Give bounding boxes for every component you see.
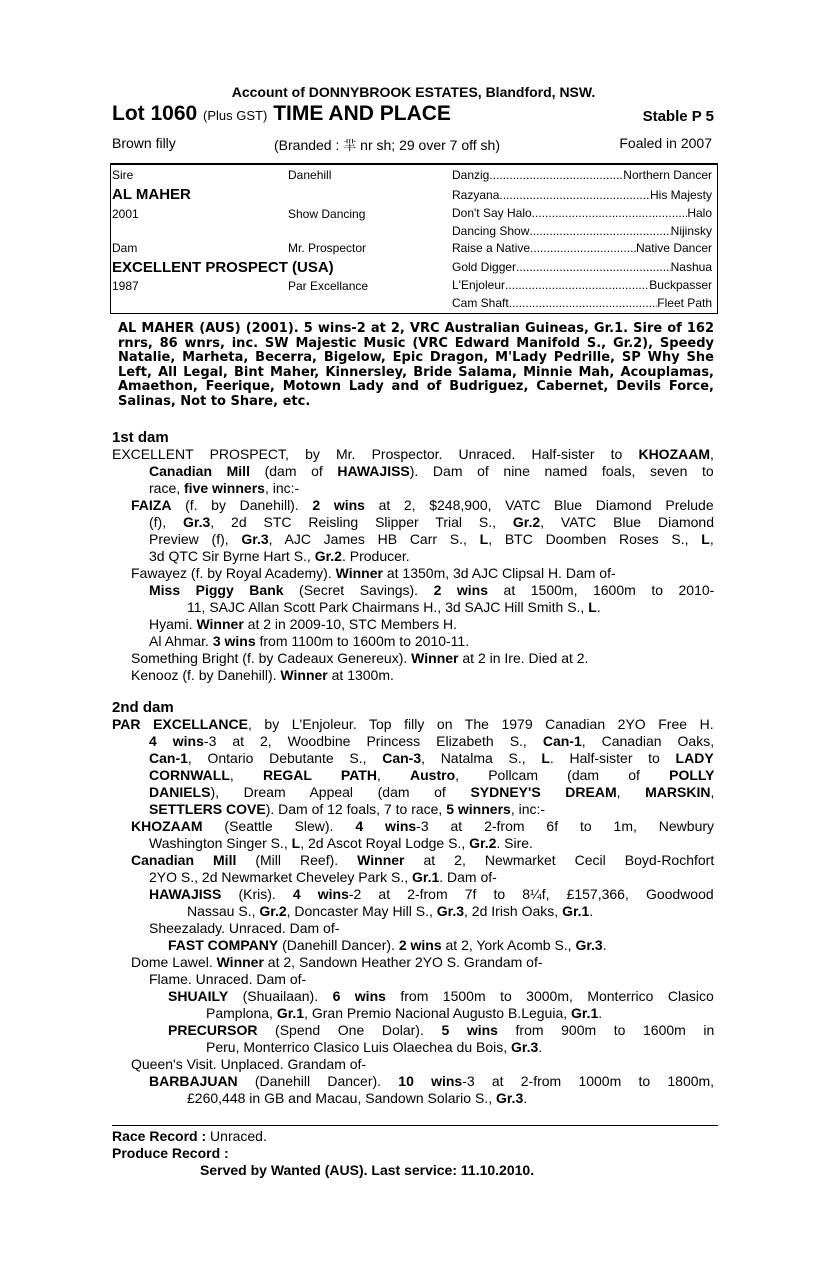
family-line: SHUAILY (Shuailaan). 6 wins from 1500m to 3000m, Monterrico Clasico	[168, 988, 714, 1004]
dam-year: 1987	[112, 279, 139, 293]
family-line: Canadian Mill (dam of HAWAJISS). Dam of nine named foals, seven to	[149, 463, 714, 479]
family-line: Flame. Unraced. Dam of-	[149, 971, 307, 987]
sire-name: AL MAHER	[112, 186, 191, 203]
family-line: 3d QTC Sir Byrne Hart S., Gr.2. Producer.	[149, 548, 410, 564]
family-line: 2YO S., 2d Newmarket Cheveley Park S., Gr.1. Dam of-	[149, 869, 497, 885]
family-line: race, five winners, inc:-	[149, 480, 300, 496]
family-line: PRECURSOR (Spend One Dolar). 5 wins from 900m to 1600m in	[168, 1022, 715, 1038]
family-line: KHOZAAM (Seattle Slew). 4 wins-3 at 2-from 6f to 1m, Newbury	[131, 818, 715, 834]
brand-suffix: nr sh; 29 over 7 off sh)	[360, 137, 500, 153]
dam-label: Dam	[112, 241, 138, 255]
sire-label: Sire	[112, 168, 134, 182]
last-service: Served by Wanted (AUS). Last service: 11.10.2010.	[200, 1162, 535, 1178]
family-line: PAR EXCELLANCE, by L'Enjoleur. Top filly on The 1979 Canadian 2YO Free H.	[112, 716, 714, 732]
family-line: CORNWALL, REGAL PATH, Austro, Pollcam (dam of POLLY	[149, 767, 715, 783]
family-line: Nassau S., Gr.2, Doncaster May Hill S., Gr.3, 2d Irish Oaks, Gr.1.	[187, 903, 594, 919]
brand-mark-icon: 羋	[343, 139, 357, 154]
colour-sex: Brown filly	[112, 135, 176, 151]
family-line: HAWAJISS (Kris). 4 wins-2 at 2-from 7f to 8¼f, £157,366, Goodwood	[149, 886, 714, 902]
third-gen-row: Don't Say Halo ..... Halo	[452, 206, 712, 220]
family-line: Miss Piggy Bank (Secret Savings). 2 wins at 1500m, 1600m to 2010-	[149, 582, 715, 598]
dam-name: EXCELLENT PROSPECT (USA)	[112, 259, 334, 276]
sire-sire: Danehill	[288, 168, 332, 182]
family-line: Sheezalady. Unraced. Dam of-	[149, 920, 340, 936]
family-line: Pamplona, Gr.1, Gran Premio Nacional Augusto B.Leguia, Gr.1.	[206, 1005, 603, 1021]
family-line: Washington Singer S., L, 2d Ascot Royal Lodge S., Gr.2. Sire.	[149, 835, 533, 851]
family-line: Kenooz (f. by Danehill). Winner at 1300m.	[131, 667, 394, 683]
sire-summary: AL MAHER (AUS) (2001). 5 wins-2 at 2, VRC Australian Guineas, Gr.1. Sire of 162 rnrs, 86 wnrs, inc. SW Majestic Music (VRC Edward Manifold S., Gr.2), Speedy Natalie, Marheta, Becerra, Bigelow, Epic Dragon, M'Lady Pedrille, SP Why She Left, All Legal, Bint Maher, Kinnersley, Bride Salama, Minnie Mah, Acouplamas, Amaethon, Feerique, Motown Lady and of Budriguez, Cabernet, Devils Force, Salinas, Not to Share, etc.	[118, 321, 714, 409]
family-line: Queen's Visit. Unplaced. Grandam of-	[131, 1056, 367, 1072]
family-line: DANIELS), Dream Appeal (dam of SYDNEY'S DREAM, MARSKIN,	[149, 784, 715, 800]
family-line: Dome Lawel. Winner at 2, Sandown Heather 2YO S. Grandam of-	[131, 954, 543, 970]
produce-record-label: Produce Record :	[112, 1145, 229, 1161]
gst-note: (Plus GST)	[203, 108, 268, 123]
dam-sire: Mr. Prospector	[288, 241, 367, 255]
pedigree-table	[110, 163, 718, 314]
third-gen-row: Dancing Show ..... Nijinsky	[452, 224, 712, 238]
brand-prefix: (Branded :	[274, 137, 340, 153]
horse-name: TIME AND PLACE	[273, 102, 451, 125]
family-line: Peru, Monterrico Clasico Luis Olaechea du Bois, Gr.3.	[206, 1039, 543, 1055]
family-line: EXCELLENT PROSPECT, by Mr. Prospector. Unraced. Half-sister to KHOZAAM,	[112, 446, 714, 462]
third-gen-row: Razyana ..... His Majesty	[452, 188, 712, 202]
brand-info	[274, 135, 500, 154]
third-gen-row: Raise a Native ..... Native Dancer	[452, 241, 712, 255]
family-line: Al Ahmar. 3 wins from 1100m to 1600m to 2010-11.	[149, 633, 470, 649]
sub-line	[112, 135, 712, 155]
family-line: Hyami. Winner at 2 in 2009-10, STC Members H.	[149, 616, 457, 632]
foaled-year: Foaled in 2007	[619, 135, 712, 151]
third-gen-row: Cam Shaft ..... Fleet Path	[452, 296, 712, 310]
family-line: FAIZA (f. by Danehill). 2 wins at 2, $248,900, VATC Blue Diamond Prelude	[131, 497, 714, 513]
lot-title	[112, 102, 451, 126]
family-line: £260,448 in GB and Macau, Sandown Solario S., Gr.3.	[187, 1090, 528, 1106]
third-gen-row: Gold Digger ..... Nashua	[452, 260, 712, 274]
lot-number: Lot 1060	[112, 102, 198, 125]
sire-dam: Show Dancing	[288, 207, 366, 221]
third-gen-row: L'Enjoleur ..... Buckpasser	[452, 278, 712, 292]
family-line: Something Bright (f. by Cadeaux Genereux). Winner at 2 in Ire. Died at 2.	[131, 650, 589, 666]
family-line: BARBAJUAN (Danehill Dancer). 10 wins-3 at 2-from 1000m to 1800m,	[149, 1073, 715, 1089]
second-dam-heading: 2nd dam	[112, 699, 174, 716]
sire-year: 2001	[112, 207, 139, 221]
first-dam-heading: 1st dam	[112, 429, 169, 446]
account-line: Account of DONNYBROOK ESTATES, Blandford, NSW.	[231, 84, 596, 100]
family-line: 11, SAJC Allan Scott Park Chairmans H., 3d SAJC Hill Smith S., L.	[187, 599, 601, 615]
family-line: Canadian Mill (Mill Reef). Winner at 2, Newmarket Cecil Boyd-Rochfort	[131, 852, 715, 868]
lot-line	[112, 102, 714, 130]
footer-divider	[112, 1125, 718, 1126]
third-gen-row: Danzig ..... Northern Dancer	[452, 168, 712, 182]
family-line: FAST COMPANY (Danehill Dancer). 2 wins at 2, York Acomb S., Gr.3.	[168, 937, 607, 953]
family-line: Can-1, Ontario Debutante S., Can-3, Natalma S., L. Half-sister to LADY	[149, 750, 714, 766]
stable-label: Stable P 5	[642, 108, 714, 125]
family-line: 4 wins-3 at 2, Woodbine Princess Elizabeth S., Can-1, Canadian Oaks,	[149, 733, 715, 749]
family-line: Fawayez (f. by Royal Academy). Winner at 1350m, 3d AJC Clipsal H. Dam of-	[131, 565, 616, 581]
family-line: SETTLERS COVE). Dam of 12 foals, 7 to race, 5 winners, inc:-	[149, 801, 546, 817]
race-record: Race Record : Unraced.	[112, 1128, 267, 1144]
family-line: (f), Gr.3, 2d STC Reisling Slipper Trial S., Gr.2, VATC Blue Diamond	[149, 514, 715, 530]
family-line: Preview (f), Gr.3, AJC James HB Carr S., L, BTC Doomben Roses S., L,	[149, 531, 714, 547]
dam-dam: Par Excellance	[288, 279, 369, 293]
